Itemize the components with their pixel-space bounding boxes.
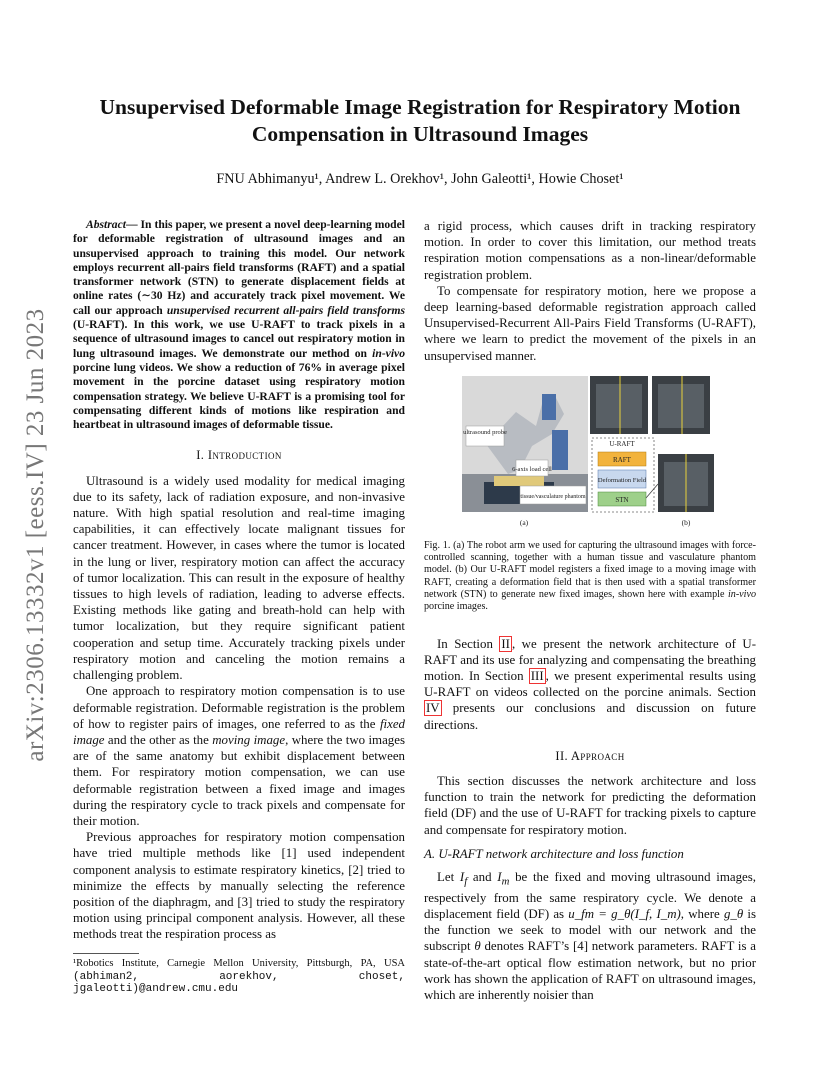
label-probe: ultrasound probe — [463, 428, 507, 436]
svg-text:STN: STN — [615, 495, 629, 504]
author-list: FNU Abhimanyu¹, Andrew L. Orekhov¹, John Galeotti¹, Howie Choset¹ — [216, 171, 624, 187]
footnote-rule — [73, 953, 139, 954]
paragraph: Previous approaches for respiratory motion compensation have tried multiple methods like [1] used independent component analysis to estimate respiratory kinetics, [2] tried to minimize the effects by manually selecting the reference position of the diaphragm, and [3] tried to study the respiratory motion using principal component analysis. However, all these methods treat the respiration process as — [73, 830, 405, 942]
label-a: (a) — [519, 517, 529, 527]
label-phantom: tissue/vasculature phantom — [520, 493, 586, 500]
section-heading-introduction: I. Introduction — [196, 448, 282, 463]
section-link-ii[interactable]: II — [501, 636, 510, 651]
section-link-iii[interactable]: III — [530, 669, 544, 684]
figure-1-graphic — [424, 374, 756, 532]
svg-text:ultrasound probe — [463, 429, 507, 436]
paragraph: To compensate for respiratory motion, here we propose a deep learning-based deformable registration approach called Unsupervised-Recurrent All-Pairs Field Transforms (U-RAFT), where we learn to predict the movement of the pixels in an unsupervised manner. — [424, 283, 756, 363]
right-column — [424, 218, 756, 1003]
paragraph: Ultrasound is a widely used modality for medical imaging due to its safety, lack of radiation exposure, and non-invasive nature. With high spatial resolution and real-time imaging capabilities, it can effectively locate malignant tissues for cancer treatment. However, in cases where the tumor is located in the lung or liver, respiratory motion can affect the accuracy of tumor localization. This can result in the exposure of healthy tissues to high levels of radiation, leading to adverse effects. Existing methods like gating and breath-hold can help with tumor localization, but they require significant patient cooperation and setup time. Accurately tracking pixels under respiratory motion and canceling the motion remains a challenging problem. — [73, 473, 405, 683]
svg-text:Deformation Field: Deformation Field — [597, 476, 647, 484]
abstract: Abstract— In this paper, we present a novel deep-learning model for deformable registration of ultrasound images and an unsupervised approach to training this model. Our network employs recurrent all-pairs field transforms (RAFT) and a spatial transformer network (STN) to generate displacement fields at online rates (∼30 Hz) and accurately track pixel movement. We call our approach unsupervised recurrent all-pairs field transforms (U-RAFT). In this work, we use U-RAFT to track pixels in a sequence of ultrasound images to cancel out respiratory motion in lung ultrasound images. We demonstrate our method on in-vivo porcine lung videos. We show a reduction of 76% in average pixel movement in the porcine dataset using respiratory motion compensation strategy. We believe U-RAFT is a promising tool for compensating different kinds of motions like respiration and heartbeat in ultrasound images of deformable tissue. — [73, 218, 405, 432]
figure-caption: Fig. 1. (a) The robot arm we used for capturing the ultrasound images with force-controlled scanning, together with a human tissue and vasculature phantom model. (b) Our U-RAFT model registers a fixed image to a moving image with RAFT, creating a deformation field that is then used with a spatial transformer network (STN) to generate new fixed images, shown here with example in-vivo porcine images. — [424, 539, 756, 613]
label-loadcell: 6-axis load cell — [512, 465, 552, 473]
figure-1 — [424, 374, 756, 532]
arxiv-identifier: arXiv:2306.13332v1 [eess.IV] 23 Jun 2023 — [22, 308, 49, 762]
paper-title: Unsupervised Deformable Image Registration for Respiratory Motion Compensation in Ultrasound Images — [99, 95, 741, 146]
left-column — [73, 218, 405, 943]
paragraph: Let $I_f$ and $I_m$ be the fixed and moving ultrasound images, respectively from the same respiratory cycle. We denote a displacement field (DF) as u_fm = g_θ(I_f, I_m), where g_θ is the function we seek to model with our network and the subscript θ denotes RAFT’s [4] network parameters. RAFT is a state-of-the-art optical flow estimation network, but no prior work has shown the application of RAFT on ultrasound images, which are inherently noisier than — [424, 870, 756, 1003]
paragraph: One approach to respiratory motion compensation is to use deformable registration. Deformable registration is the problem of how to register pairs of images, one referred to as the fixed image and the other as the moving image, where the two images are of the same anatomy but exhibit displacement between them. For respiratory motion compensation, we can use deformable registration between a fixed image and images during the respiratory cycle to track pixels and compensate for their motion. — [73, 684, 405, 828]
section-heading-approach: II. Approach — [555, 748, 625, 763]
svg-text:RAFT: RAFT — [613, 455, 631, 464]
footnote-affiliation: ¹Robotics Institute, Carnegie Mellon University, Pittsburgh, PA, USA (abhiman2, aorekhov, choset, jgaleotti)@andrew.cmu.edu — [73, 958, 405, 996]
label-b: (b) — [681, 517, 691, 527]
paragraph: In Section II , we present the network architecture of U-RAFT and its use for analyzing and compensating the breathing motion. In Section III , we present experimental results using U-RAFT on videos collected on the porcine animals. Section IV presents our conclusions and discussion on future directions. — [424, 636, 756, 732]
svg-text:U-RAFT: U-RAFT — [609, 439, 635, 448]
paragraph: a rigid process, which causes drift in tracking respiratory motion. In order to cover this limitation, our method treats respiration motion compensations as a non-linear/deformable registration problem. — [424, 219, 756, 282]
subsection-heading: A. U-RAFT network architecture and loss function — [424, 846, 684, 861]
section-link-iv[interactable]: IV — [426, 701, 440, 716]
paragraph: This section discusses the network architecture and loss function to train the network for predicting the deformation field (DF) and the use of U-RAFT for tracking pixels to capture and compensate for respiratory motion. — [424, 774, 756, 837]
